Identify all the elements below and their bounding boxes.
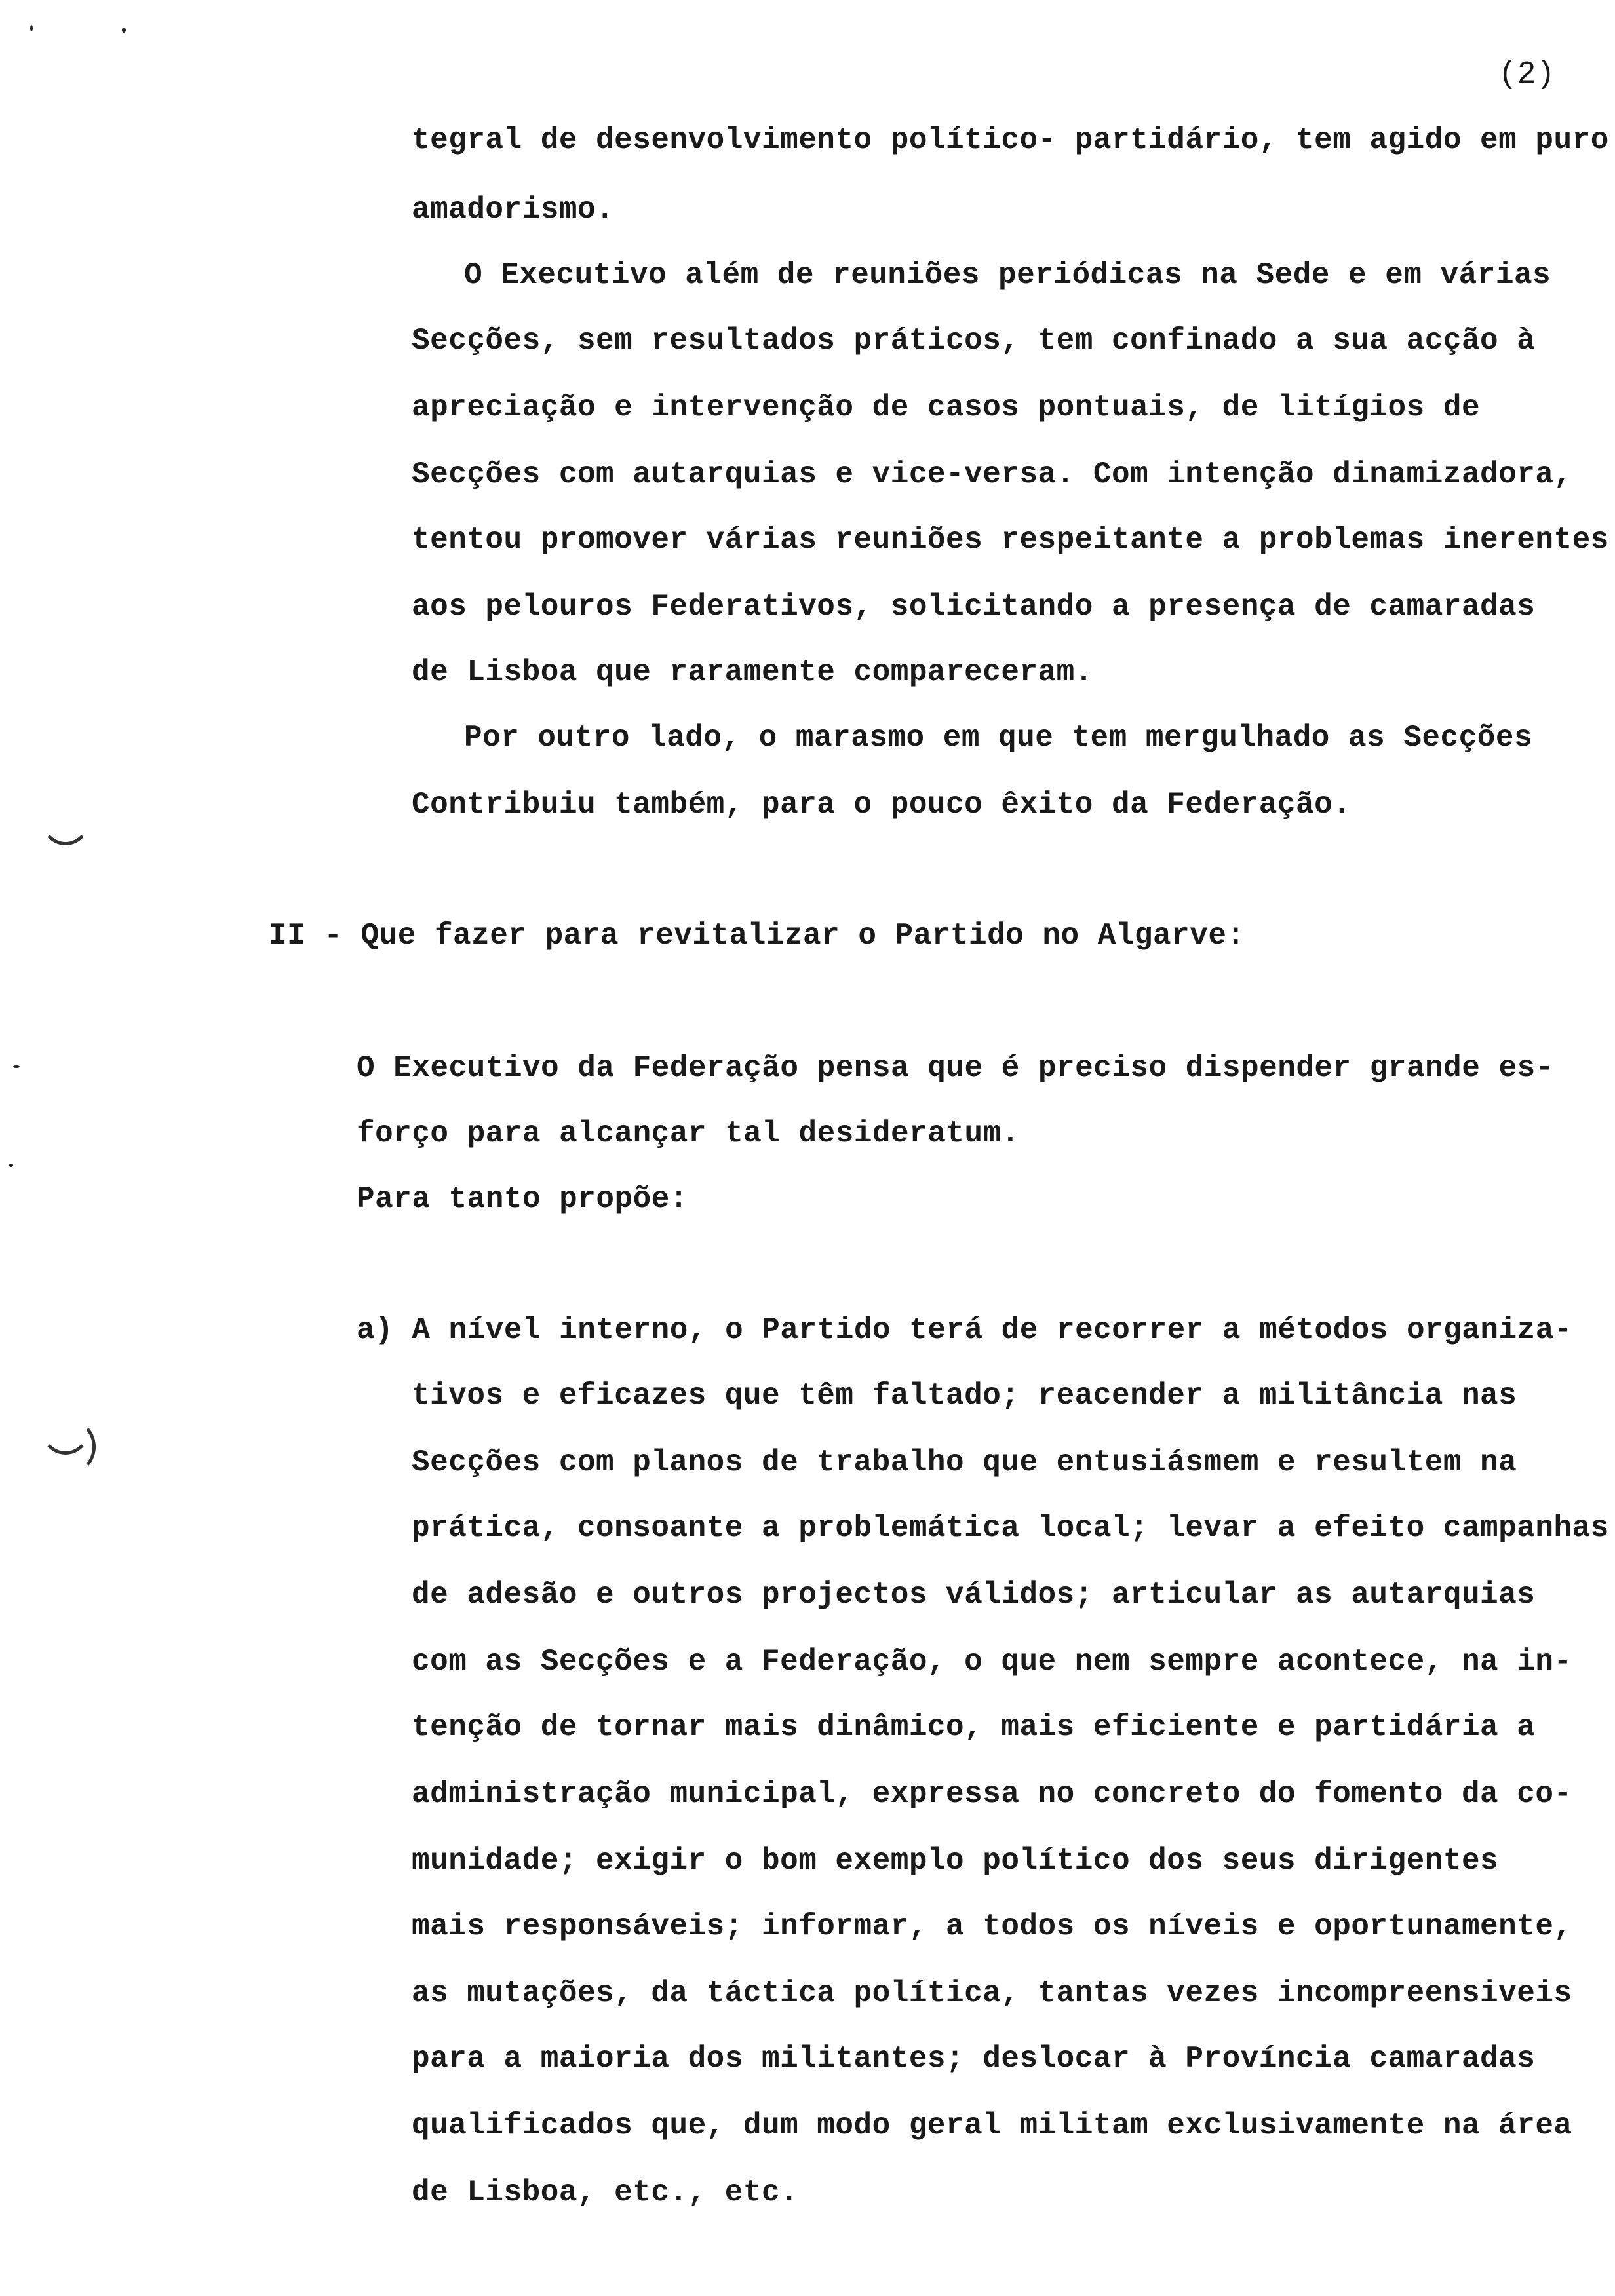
scan-speck [30,25,33,31]
text-line: tegral de desenvolvimento político- partidário, tem agido em puro [412,123,1609,157]
text-line: tenção de tornar mais dinâmico, mais eficiente e partidária a [412,1710,1536,1744]
text-line: mais responsáveis; informar, a todos os níveis e oportunamente, [412,1909,1572,1943]
text-line: qualificados que, dum modo geral militam exclusivamente na área [412,2109,1572,2143]
page-number: (2) [1498,57,1555,92]
text-line: de adesão e outros projectos válidos; articular as autarquias [412,1578,1536,1612]
text-line: administração municipal, expressa no concreto do fomento da co- [412,1777,1572,1811]
text-line: Por outro lado, o marasmo em que tem mergulhado as Secções [464,721,1533,755]
text-line: Contribuiu também, para o pouco êxito da Federação. [412,788,1352,822]
section-heading: II - Que fazer para revitalizar o Partido no Algarve: [269,919,1245,953]
binder-hole-mark [50,1421,96,1473]
text-line: as mutações, da táctica política, tantas vezes incompreensiveis [412,1976,1572,2010]
text-line: Para tanto propõe: [357,1182,688,1216]
scan-speck [122,28,126,33]
text-line: aos pelouros Federativos, solicitando a presença de camaradas [412,590,1536,624]
text-line: de Lisboa, etc., etc. [412,2175,799,2210]
text-line: tentou promover várias reuniões respeitante a problemas inerentes [412,523,1609,557]
text-line: Secções com planos de trabalho que entusiásmem e resultem na [412,1445,1517,1480]
text-line: O Executivo além de reuniões periódicas na Sede e em várias [464,258,1551,292]
text-line: Secções, sem resultados práticos, tem confinado a sua acção à [412,324,1536,358]
text-line: munidade; exigir o bom exemplo político dos seus dirigentes [412,1844,1499,1878]
text-line: com as Secções e a Federação, o que nem sempre acontece, na in- [412,1645,1572,1679]
text-line: apreciação e intervenção de casos pontuais, de litígios de [412,391,1481,425]
binder-hole-mark [39,786,92,845]
text-line: Secções com autarquias e vice-versa. Com intenção dinamizadora, [412,457,1572,491]
text-line: forço para alcançar tal desideratum. [357,1117,1020,1151]
text-line: O Executivo da Federação pensa que é preciso dispender grande es- [357,1051,1554,1085]
text-line: de Lisboa que raramente compareceram. [412,655,1093,689]
scan-speck [9,1164,13,1167]
text-line: para a maioria dos militantes; deslocar à Província camaradas [412,2042,1536,2076]
text-line: tivos e eficazes que têm faltado; reacender a militância nas [412,1379,1517,1413]
scan-speck [13,1065,20,1068]
text-line: prática, consoante a problemática local; levar a efeito campanhas [412,1511,1609,1545]
text-line: a) A nível interno, o Partido terá de recorrer a métodos organiza- [357,1313,1572,1347]
text-line: amadorismo. [412,193,615,227]
